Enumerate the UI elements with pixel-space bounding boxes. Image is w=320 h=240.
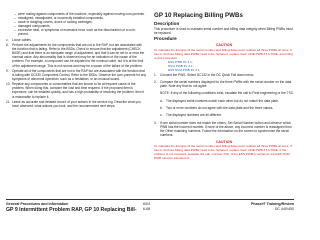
step-number: 3. xyxy=(154,120,157,125)
procedure-step-1 xyxy=(154,73,294,77)
pwb-link[interactable]: ESS NVM PWB PL 3.1; xyxy=(168,67,201,72)
step-text: Perform the adjustments for the components that are not in the RAP, but are associated with the function that is failing. Refer to the BSDs. Check to ensure that the adjustment (CHECK BASE) and that there is an adequate range of adjustment, and that it can be set to or near the nominal value. Any abnormality that is observed may be an indication of the cause of the problem. For example, a component can be adjusted to the nominal value, but it is at the limit of the adjustment range. This is not normal and may be a cause of the failure of the problem. xyxy=(12,43,145,68)
sub-letter: b. xyxy=(160,105,163,110)
procedure-heading: Procedure xyxy=(154,35,177,41)
step-9 xyxy=(6,69,146,81)
caution-text: To maintain the integrity of the serial number and billing data never replace all three PWBs at once. If two or all three billing data PWBs need to be replaced, replace them ONE PWB AT A TIME, according to this procedure. xyxy=(154,47,293,60)
step-text: Connect the PWS. Select DC132 in the DC Quick Fall down menu. xyxy=(160,72,255,77)
sub-text: The displayed serial numbers match each other but do not match the data plate. xyxy=(166,98,279,103)
section-title: GP 10 Replacing Billing PWBs xyxy=(154,12,243,19)
pwb-link[interactable]: MCU PWB PL 3.1; xyxy=(168,63,194,68)
step-text: Operate all of the components that are not in the RAP but are associated with the function that is failing with DC330 Component Control. Refer to the BSDs. Observe the com-ponents for any symptoms of abnormal operation, such as a hesitation, or an unusual sound. xyxy=(12,68,146,81)
caution-text: To maintain the integrity of the serial number and billing data never replace all three PWBs at once. If two or all three billing data PWBs need to be replaced, replace them ONE PWB AT A TIME. If the problem is not resolved, escalate the call. Contact TSC. If the ESS PWB is replaced, the ESS NVM PWB must be transferred. xyxy=(154,144,292,161)
footer-section-name: General Procedures and Information xyxy=(6,202,69,206)
step-text: Loose cables. xyxy=(12,37,32,42)
pwb-link[interactable]: ESS PWB PL 3.1; xyxy=(168,59,193,64)
footer-date: 6/04 xyxy=(143,202,150,206)
step-number: 11. xyxy=(6,99,11,104)
sub-text: The displayed numbers are all different. xyxy=(166,113,222,118)
bullet-item: – were mating against components of the machine, especially against moving com-ponents. xyxy=(6,12,146,16)
step-11 xyxy=(6,100,146,108)
step-number: 10. xyxy=(6,82,11,87)
page-footer xyxy=(6,199,294,213)
description-text: This procedure is used to maintain serial number and billing data integrity when Billing PWBs must be replaced. xyxy=(154,26,293,35)
step-8 xyxy=(6,43,146,68)
bullet-item: – damaged components. xyxy=(6,24,146,28)
step-text: Leave as accurate and detailed record of your actions in the service log. Describe what you have observed, what actions you took, and the recommended next steps. xyxy=(12,99,141,108)
procedure-step-2 xyxy=(154,80,294,88)
step-text: Compare the serial numbers displayed for the three PWBs with the serial number on the data plate. Note any that do not agree. xyxy=(160,80,292,89)
sub-letter: a. xyxy=(160,98,163,103)
step-text: If one serial number does not match the others, Set Serial Number button and observe which PWB has the incorrect number. If none of the above, any incorrect number is reassigned from the Other matching numbers. Follow the information on the screen to synchronize the serial numbers. xyxy=(160,120,292,137)
right-column xyxy=(154,12,294,160)
step-number: c. xyxy=(6,37,9,42)
sub-letter: c. xyxy=(160,113,163,118)
sub-item-a xyxy=(154,99,294,103)
caution-heading: CAUTION xyxy=(215,140,233,145)
footer-model: DC 440/450 xyxy=(274,207,294,211)
bullet-item: – misaligned, misadjusted, or incorrectly installed components. xyxy=(6,16,146,20)
step-number: 1. xyxy=(154,72,157,77)
step-number: 8. xyxy=(6,43,9,48)
sub-text: Two or more numbers do not agree with the data plate and the three values. xyxy=(166,105,274,110)
footer-manual-name: Phaser® Training/Review xyxy=(251,202,294,206)
description-heading: Description xyxy=(154,20,180,26)
bullet-item: – excessive heat, or symptoms of excessive heat, such as the discoloration of a com-ponent. xyxy=(6,28,146,36)
footer-page-number: 6-68 xyxy=(143,207,151,211)
note-text: NOTE: If any of the following conditions exist, escalate the call to Field engineering or the TSC: xyxy=(160,91,294,96)
procedure-step-3 xyxy=(154,121,294,137)
step-number: 9. xyxy=(6,68,9,73)
step-10 xyxy=(6,82,146,98)
step-number: 2. xyxy=(154,80,157,85)
step-text: Replace any components or consumables that are known to be at frequent cause of the problem. When doing this, consider the cost and time required. If the proposed item is expensive, can be installed quickly, and has a high probability of resolving the problem, then it is reasonable to replace it. xyxy=(12,82,145,99)
footer-page-title: GP 9 Intermittent Problem RAP, GP 10 Replacing Bill- xyxy=(6,207,137,213)
bullet-item: – loose or dangling covers, doors or locking cartridges. xyxy=(6,20,146,24)
sub-item-b xyxy=(154,106,294,110)
step-c xyxy=(6,38,146,42)
sub-item-c xyxy=(154,113,294,117)
caution-heading: CAUTION xyxy=(215,43,233,48)
left-column xyxy=(6,12,146,108)
